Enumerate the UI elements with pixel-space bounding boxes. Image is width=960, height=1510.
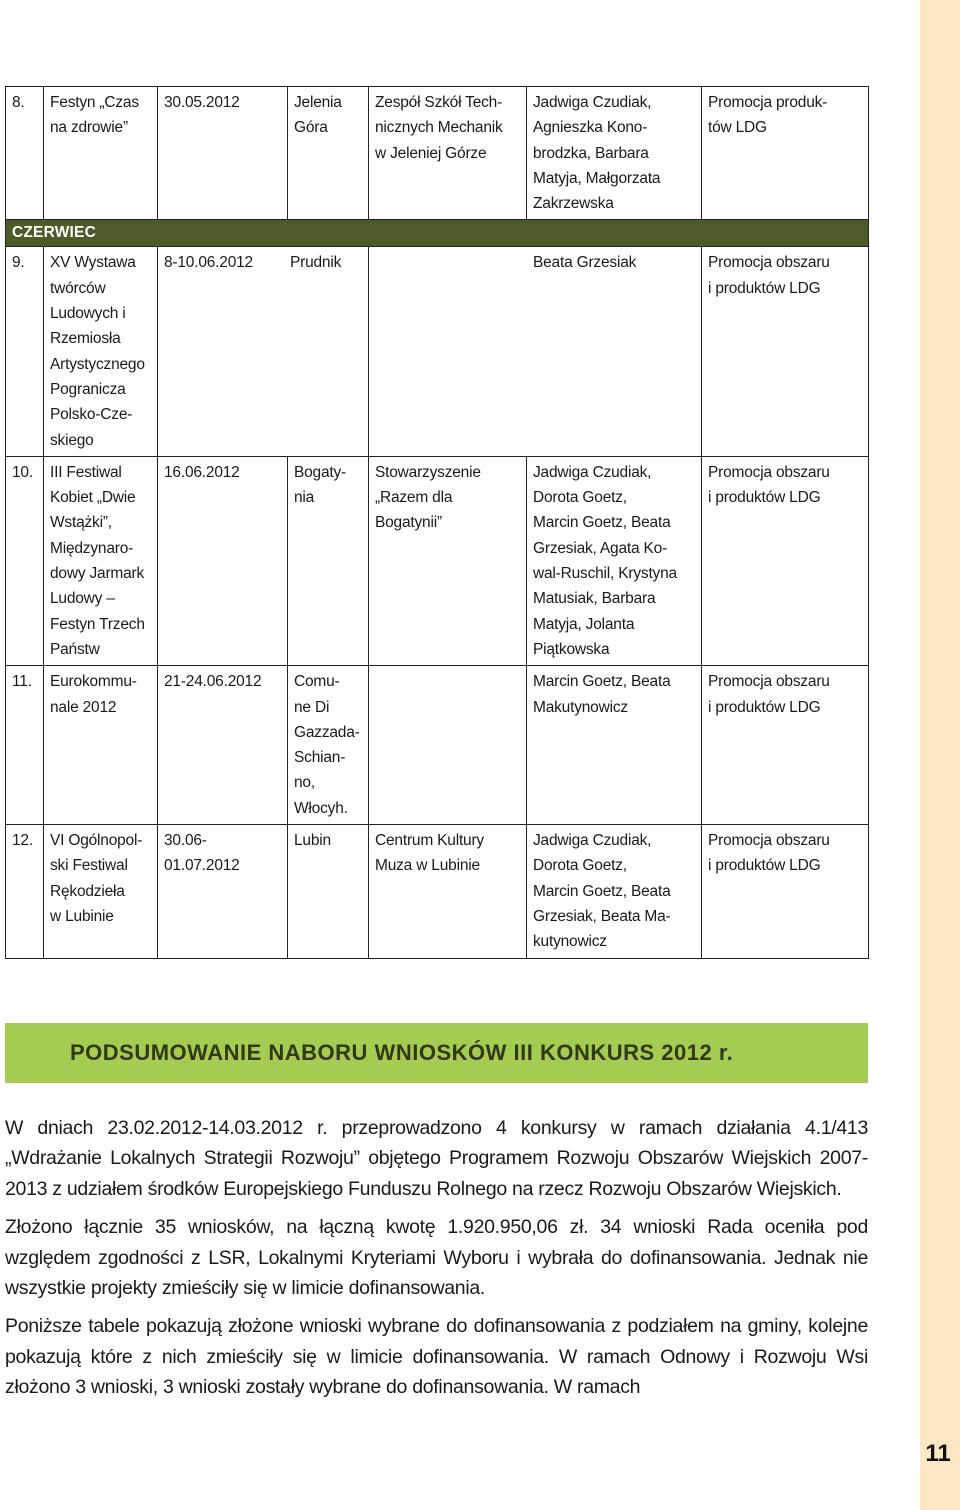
event-purpose: Promocja obszaru i produktów LDG	[702, 825, 869, 958]
event-organizer: Zespół Szkół Tech- nicznych Mechanik w Jeleniej Górze	[369, 87, 527, 220]
section-banner	[5, 1023, 868, 1083]
body-text	[5, 1113, 868, 1411]
event-place: Jelenia Góra	[288, 87, 369, 220]
event-people: Jadwiga Czudiak, Dorota Goetz, Marcin Goetz, Beata Grzesiak, Beata Ma- kutynowicz	[527, 825, 702, 958]
event-name: XV Wystawa twórców Ludowych i Rzemiosła Artystycznego Pogranicza Polsko-Cze- skiego	[44, 247, 158, 456]
paragraph: Złożono łącznie 35 wniosków, na łączną kwotę 1.920.950,06 zł. 34 wnioski Rada oceniła pod względem zgodności z LSR, Lokalnymi Kryteriami Wyboru i wybrała do dofinansowania. Jednak nie wszystkie projekty zmieściły się w limicie dofinansowania.	[5, 1216, 868, 1300]
event-name: III Festiwal Kobiet „Dwie Wstążki”, Międzynaro- dowy Jarmark Ludowy – Festyn Trzech Państw	[44, 456, 158, 665]
event-date: 30.06- 01.07.2012	[158, 825, 288, 958]
row-number: 9.	[6, 247, 44, 456]
event-place: Prudnik	[289, 254, 342, 272]
event-date: 16.06.2012	[158, 456, 288, 665]
table-row	[6, 87, 869, 220]
event-name: VI Ogólnopol- ski Festiwal Rękodzieła w Lubinie	[44, 825, 158, 958]
table-row	[6, 456, 869, 665]
event-purpose: Promocja obszaru i produktów LDG	[702, 247, 869, 456]
paragraph: Poniższe tabele pokazują złożone wnioski wybrane do dofinansowania z podziałem na gminy, kolejne pokazują które z nich zmieściły się w limicie dofinansowania. W ramach Odnowy i Rozwoju Wsi złożono 3 wnioski, 3 wnioski zostały wybrane do dofinansowania. W ramach	[5, 1315, 868, 1399]
event-organizer	[369, 666, 527, 825]
event-organizer: Stowarzyszenie „Razem dla Bogatynii”	[369, 456, 527, 665]
event-place: Lubin	[288, 825, 369, 958]
table-row	[6, 666, 869, 825]
paragraph: W dniach 23.02.2012-14.03.2012 r. przeprowadzono 4 konkursy w ramach działania 4.1/413 „Wdrażanie Lokalnych Strategii Rozwoju” objętego Programem Rozwoju Obszarów Wiejskich 2007-2013 z udziałem środków Europejskiego Funduszu Rolnego na rzecz Rozwoju Obszarów Wiejskich.	[5, 1117, 868, 1200]
event-date: 21-24.06.2012	[158, 666, 288, 825]
row-number: 11.	[6, 666, 44, 825]
event-name: Festyn „Czas na zdrowie”	[44, 87, 158, 220]
month-label: CZERWIEC	[12, 224, 96, 242]
row-number: 12.	[6, 825, 44, 958]
event-people: Marcin Goetz, Beata Makutynowicz	[527, 666, 702, 825]
event-purpose: Promocja obszaru i produktów LDG	[702, 666, 869, 825]
event-date: 30.05.2012	[158, 87, 288, 220]
event-date-place	[158, 247, 369, 456]
event-purpose: Promocja produk- tów LDG	[702, 87, 869, 220]
table-row	[6, 247, 869, 456]
page-edge-strip	[920, 0, 960, 1510]
event-people: Jadwiga Czudiak, Agnieszka Kono- brodzka, Barbara Matyja, Małgorzata Zakrzewska	[527, 87, 702, 220]
event-place: Comu- ne Di Gazzada- Schian- no, Włocyh.	[288, 666, 369, 825]
event-place: Bogaty- nia	[288, 456, 369, 665]
page-number: 11	[925, 1440, 951, 1467]
event-date: 8-10.06.2012	[164, 254, 253, 272]
event-people: Jadwiga Czudiak, Dorota Goetz, Marcin Goetz, Beata Grzesiak, Agata Ko- wal-Ruschil, Krystyna Matusiak, Barbara Matyja, Jolanta Piątkowska	[527, 456, 702, 665]
month-row	[6, 220, 869, 247]
event-people: Beata Grzesiak	[369, 247, 702, 456]
event-organizer: Centrum Kultury Muza w Lubinie	[369, 825, 527, 958]
events-table	[5, 86, 869, 959]
section-heading: PODSUMOWANIE NABORU WNIOSKÓW III KONKURS 2012 r.	[70, 1040, 734, 1065]
event-purpose: Promocja obszaru i produktów LDG	[702, 456, 869, 665]
table-row	[6, 825, 869, 958]
row-number: 8.	[6, 87, 44, 220]
event-name: Eurokommu- nale 2012	[44, 666, 158, 825]
row-number: 10.	[6, 456, 44, 665]
